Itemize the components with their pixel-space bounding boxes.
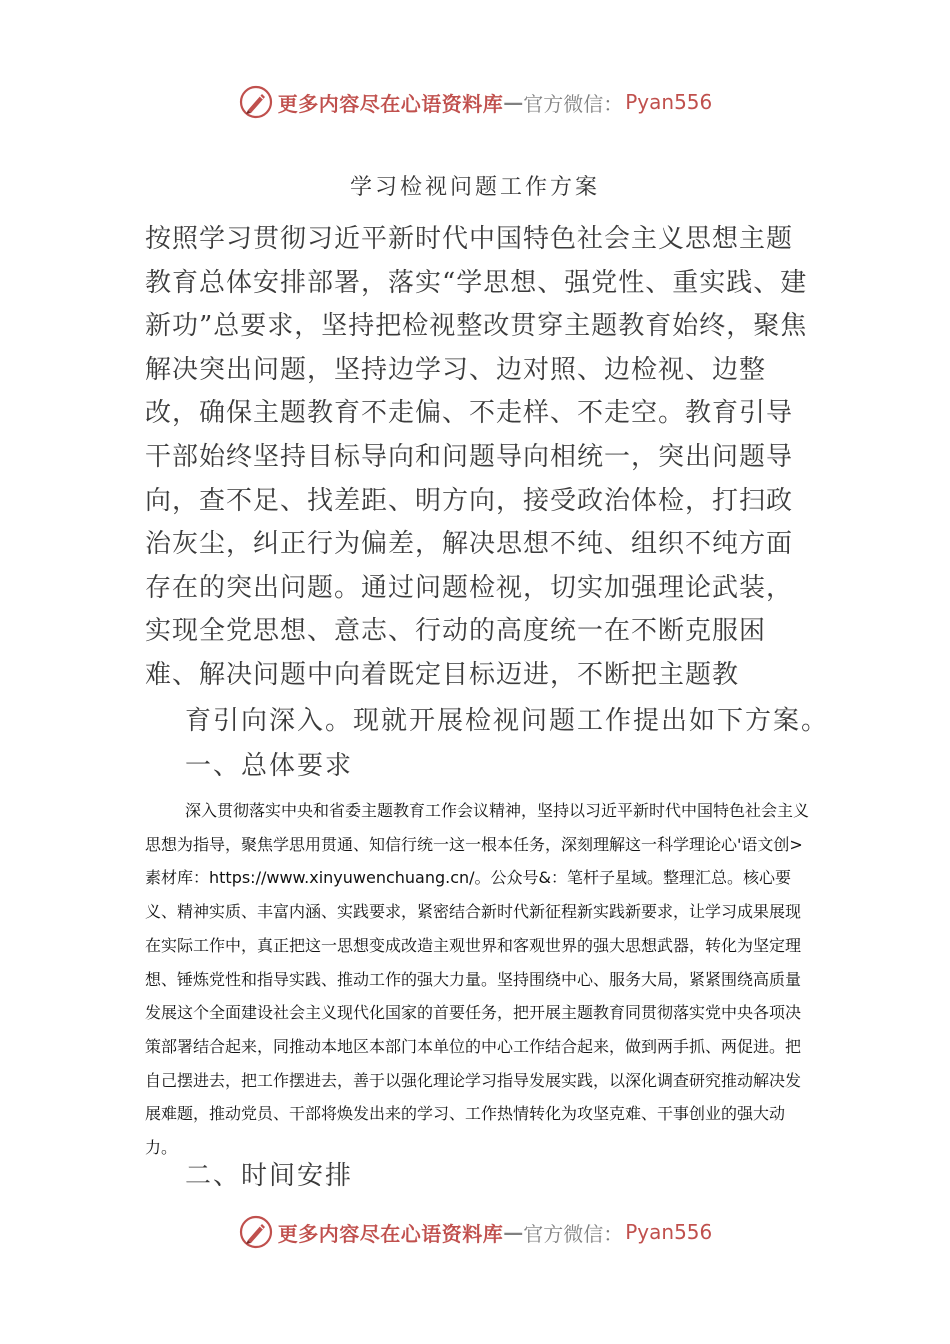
pen-nib-logo-icon	[238, 84, 274, 120]
section-heading-general-requirements: 一、总体要求	[185, 751, 354, 781]
footer-watermark-banner	[0, 1212, 950, 1252]
banner-separator: —	[503, 90, 524, 114]
header-watermark-banner	[0, 82, 950, 122]
banner-text: 更多内容尽在心语资料库	[277, 1221, 504, 1246]
banner-wechat-id: Pyan556	[625, 90, 713, 114]
banner-official-label: 官方微信：	[523, 91, 624, 116]
document-title: 学习检视问题工作方案	[349, 175, 600, 200]
pen-nib-logo-icon	[238, 1214, 274, 1250]
banner-separator: —	[503, 1220, 524, 1244]
section-heading-schedule: 二、时间安排	[185, 1161, 354, 1191]
banner-official-label: 官方微信：	[523, 1221, 624, 1246]
intro-continuation: 育引向深入。现就开展检视问题工作提出如下方案。	[185, 706, 830, 736]
banner-text: 更多内容尽在心语资料库	[277, 91, 504, 116]
banner-wechat-id: Pyan556	[625, 1220, 713, 1244]
intro-paragraph: 按照学习贯彻习近平新时代中国特色社会主义思想主题教育总体安排部署，落实“学思想、强党性、重实践、建新功”总要求，坚持把检视整改贯穿主题教育始终，聚焦解决突出问题，坚持边学习、边对照、边检视、边整改，确保主题教育不走偏、不走样、不走空。教育引导干部始终坚持目标导向和问题导向相统一，突出问题导向，查不足、找差距、明方向，接受政治体检，打扫政治灰尘，纠正行为偏差，解决思想不纯、组织不纯方面存在的突出问题。通过问题检视，切实加强理论武装，实现全党思想、意志、行动的高度统一在不断克服困难、解决问题中向着既定目标迈进，不断把主题教	[145, 224, 808, 690]
section-body-general-requirements: 深入贯彻落实中央和省委主题教育工作会议精神，坚持以习近平新时代中国特色社会主义思想为指导，聚焦学思用贯通、知信行统一这一根本任务，深刻理解这一科学理论心'语文创>素材库：https://www.xinyuwenchuang.cn/。公众号&：笔杆子星域。整理汇总。核心要义、精神实质、丰富内涵、实践要求，紧密结合新时代新征程新实践新要求，让学习成果展现在实际工作中，真正把这一思想变成改造主观世界和客观世界的强大思想武器，转化为坚定理想、锤炼党性和指导实践、推动工作的强大力量。坚持围绕中心、服务大局，紧紧围绕高质量发展这个全面建设社会主义现代化国家的首要任务，把开展主题教育同贯彻落实党中央各项决策部署结合起来，同推动本地区本部门本单位的中心工作结合起来，做到两手抓、两促进。把自己摆进去，把工作摆进去，善于以强化理论学习指导发展实践，以深化调查研究推动解决发展难题，推动党员、干部将焕发出来的学习、工作热情转化为攻坚克难、干事创业的强大动力。	[145, 801, 810, 1158]
